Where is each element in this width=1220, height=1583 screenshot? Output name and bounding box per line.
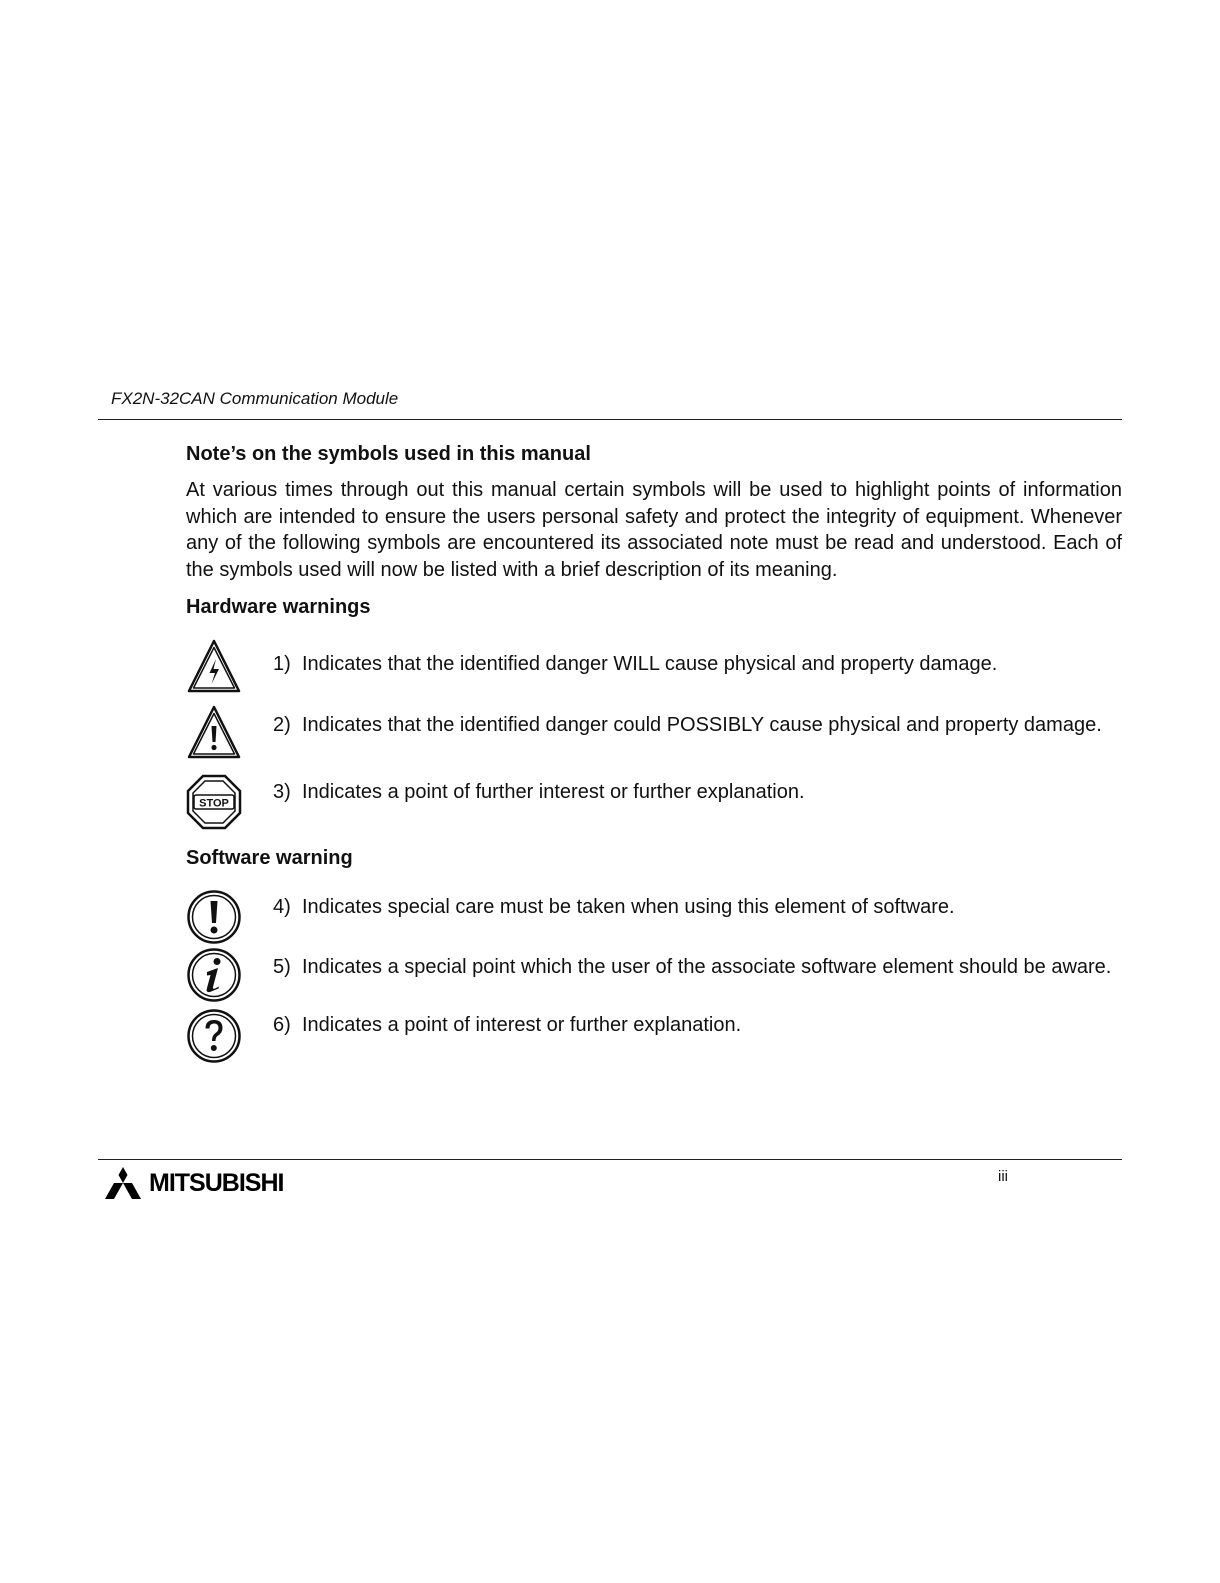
hardware-item-1 [186,638,1122,688]
software-item-4 [186,889,1122,939]
page-number: iii [998,1168,1008,1185]
item-number: 3) [273,781,291,803]
stop-sign-icon [186,774,242,830]
item-number: 2) [273,714,291,736]
three-diamonds-icon [101,1167,145,1199]
footer-rule [98,1159,1122,1160]
hardware-warnings-heading: Hardware warnings [186,596,371,618]
question-circle-icon [186,1008,242,1064]
software-warning-heading: Software warning [186,847,353,869]
lightning-warning-icon [186,638,242,694]
exclamation-warning-icon [186,704,242,760]
page-heading: Note’s on the symbols used in this manual [186,443,591,465]
item-number: 1) [273,653,291,675]
item-text: Indicates that the identified danger could POSSIBLY cause physical and property damage. [302,714,1102,736]
mitsubishi-logo [101,1166,283,1200]
item-text: Indicates a point of further interest or further explanation. [302,781,805,803]
exclamation-circle-icon [186,889,242,945]
header-rule [98,419,1122,420]
item-text: Indicates special care must be taken when using this element of software. [302,896,955,918]
software-item-6 [186,1008,1122,1058]
info-circle-icon [186,947,242,1003]
intro-paragraph: At various times through out this manual certain symbols will be used to highlight points of information which are intended to ensure the users personal safety and protect the integrity of equipment. Whenever any of the following symbols are encountered its associated note must be read and understood. Each of the symbols used will now be listed with a brief description of its meaning. [186,479,1122,581]
item-number: 4) [273,896,291,918]
stop-sign-label: STOP [199,797,229,810]
item-text: Indicates that the identified danger WILL cause physical and property damage. [302,653,998,675]
page-body [186,441,1122,1058]
running-header: FX2N-32CAN Communication Module [111,389,399,408]
item-number: 6) [273,1014,291,1036]
item-number: 5) [273,956,291,978]
software-item-5 [186,947,1122,997]
item-text: Indicates a special point which the user of the associate software element should be aware. [302,956,1112,978]
item-text: Indicates a point of interest or further explanation. [302,1014,742,1036]
hardware-item-3 [186,774,1122,824]
brand-name: MITSUBISHI [149,1168,284,1197]
hardware-item-2 [186,704,1122,754]
